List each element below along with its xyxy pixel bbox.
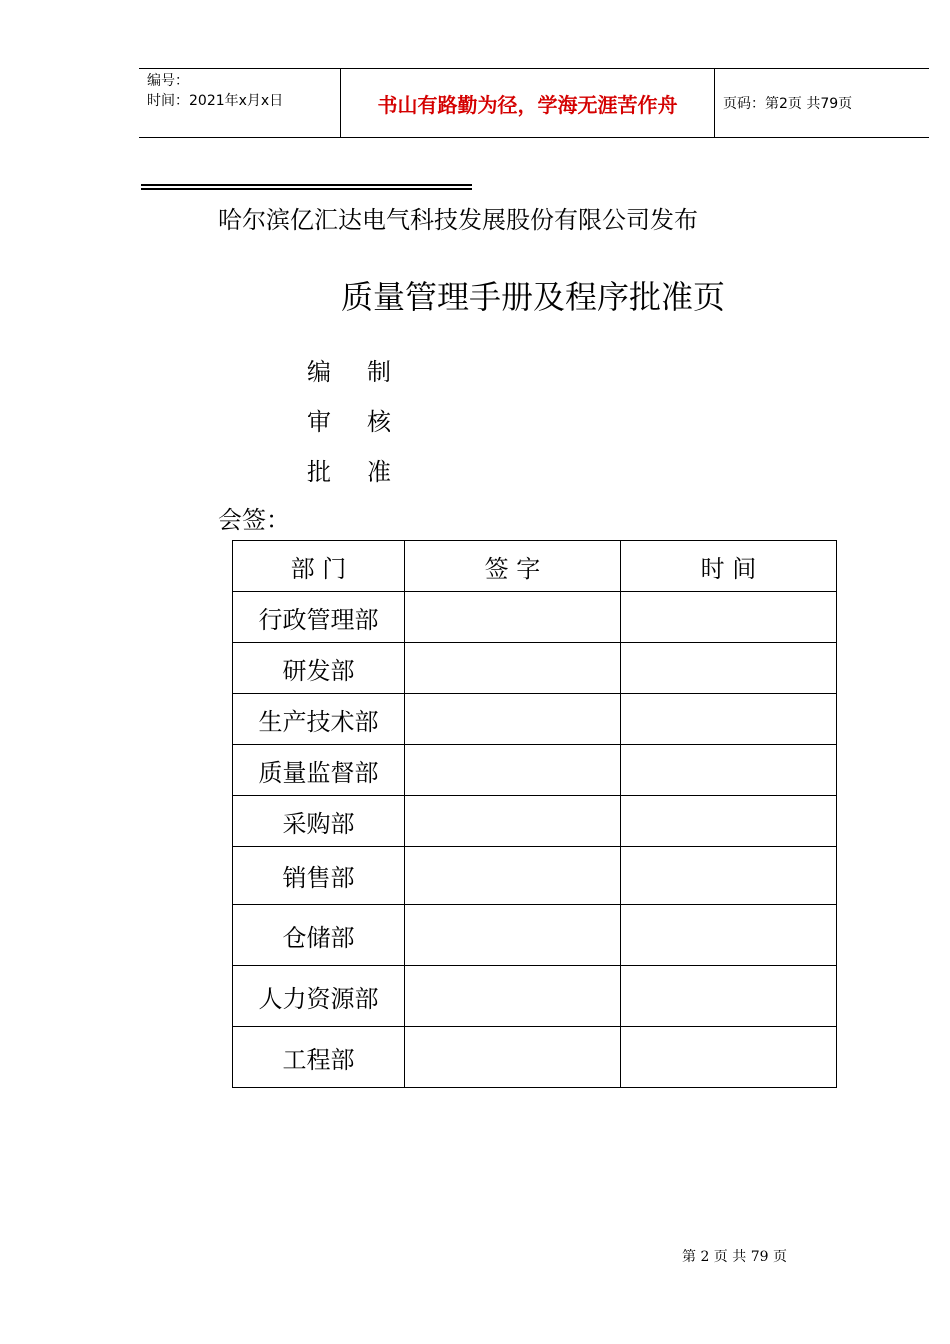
time-cell[interactable] xyxy=(621,1027,837,1088)
page-title: 质量管理手册及程序批准页 xyxy=(340,278,725,316)
department-cell: 人力资源部 xyxy=(233,966,405,1027)
time-cell[interactable] xyxy=(621,694,837,745)
header-time: 时 间 xyxy=(621,541,837,592)
table-row xyxy=(233,796,837,847)
table-row xyxy=(233,966,837,1027)
signature-cell[interactable] xyxy=(405,796,621,847)
table-row xyxy=(233,643,837,694)
table-row xyxy=(233,847,837,905)
department-cell: 质量监督部 xyxy=(233,745,405,796)
signature-cell[interactable] xyxy=(405,847,621,905)
header-meta xyxy=(147,71,283,111)
time-cell[interactable] xyxy=(621,592,837,643)
time-cell[interactable] xyxy=(621,643,837,694)
time-cell[interactable] xyxy=(621,847,837,905)
header-motto: 书山有路勤为径，学海无涯苦作舟 xyxy=(340,69,715,137)
department-cell: 销售部 xyxy=(233,847,405,905)
table-row xyxy=(233,745,837,796)
header-signature: 签 字 xyxy=(405,541,621,592)
document-code-label: 编号： xyxy=(147,73,189,89)
department-cell: 生产技术部 xyxy=(233,694,405,745)
time-cell[interactable] xyxy=(621,796,837,847)
time-cell[interactable] xyxy=(621,745,837,796)
department-cell: 研发部 xyxy=(233,643,405,694)
table-row xyxy=(233,1027,837,1088)
department-cell: 仓储部 xyxy=(233,905,405,966)
header-page-info: 页码：第2页 共79页 xyxy=(723,96,853,112)
countersign-label: 会签： xyxy=(218,506,290,534)
role-approve: 批准 xyxy=(307,458,427,486)
department-cell: 行政管理部 xyxy=(233,592,405,643)
time-cell[interactable] xyxy=(621,966,837,1027)
role-compile: 编制 xyxy=(307,358,427,386)
double-rule-divider xyxy=(141,184,472,190)
signature-cell[interactable] xyxy=(405,592,621,643)
signature-cell[interactable] xyxy=(405,643,621,694)
header-department: 部 门 xyxy=(233,541,405,592)
signature-cell[interactable] xyxy=(405,966,621,1027)
table-row xyxy=(233,905,837,966)
publisher-line: 哈尔滨亿汇达电气科技发展股份有限公司发布 xyxy=(218,206,698,234)
department-cell: 工程部 xyxy=(233,1027,405,1088)
document-date: 时间：2021年x月x日 xyxy=(147,93,284,109)
table-header-row xyxy=(233,541,837,592)
department-cell: 采购部 xyxy=(233,796,405,847)
time-cell[interactable] xyxy=(621,905,837,966)
page-footer: 第 2 页 共 79 页 xyxy=(682,1249,787,1265)
table-row xyxy=(233,694,837,745)
signature-cell[interactable] xyxy=(405,905,621,966)
table-row xyxy=(233,592,837,643)
page-header xyxy=(139,68,929,138)
signature-cell[interactable] xyxy=(405,1027,621,1088)
countersign-table xyxy=(232,540,837,1088)
signature-cell[interactable] xyxy=(405,745,621,796)
signature-cell[interactable] xyxy=(405,694,621,745)
role-review: 审核 xyxy=(307,408,427,436)
